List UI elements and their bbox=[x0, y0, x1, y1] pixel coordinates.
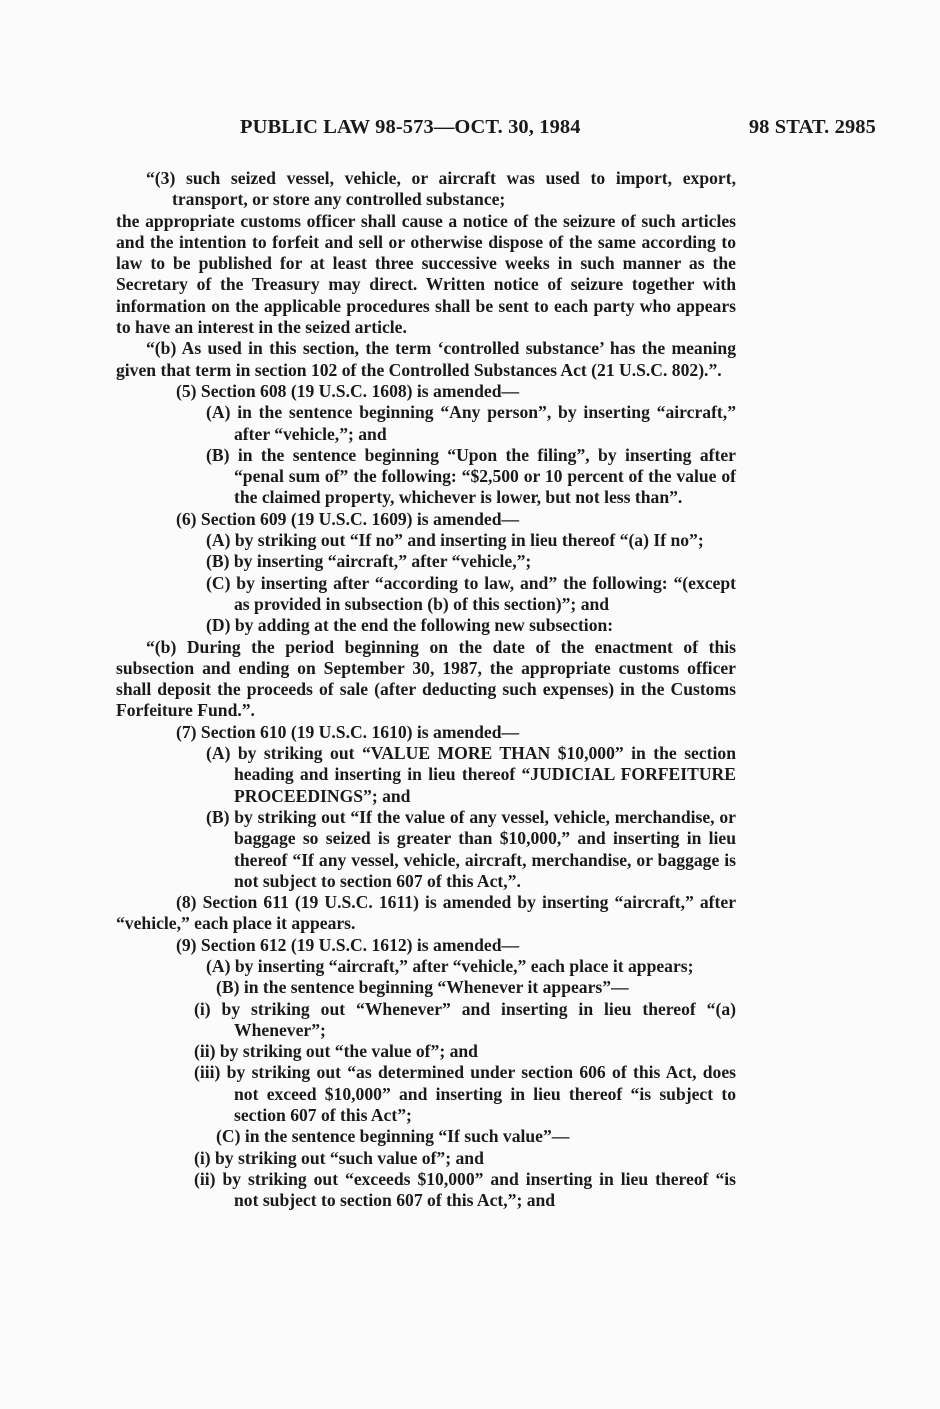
paragraph-6d: (D) by adding at the end the following new subsection: bbox=[206, 615, 614, 636]
paragraph-8-section-611: (8) Section 611 (19 U.S.C. 1611) is amended by inserting “aircraft,” after “vehicle,” each place it appears. bbox=[116, 892, 736, 934]
paragraph-5a: (A) in the sentence beginning “Any person”, by inserting “aircraft,” after “vehicle,”; and bbox=[206, 402, 736, 444]
statute-body bbox=[116, 168, 736, 1212]
running-title: PUBLIC LAW 98-573—OCT. 30, 1984 bbox=[240, 116, 581, 138]
paragraph-new-subsection-b: “(b) During the period beginning on the date of the enactment of this subsection and ending on September 30, 1987, the appropriate customs officer shall deposit the proceeds of sale (after deducting such expenses) in the Customs Forfeiture Fund.”. bbox=[116, 636, 736, 721]
paragraph-7b: (B) by striking out “If the value of any vessel, vehicle, merchandise, or baggage so seized is greater than $10,000,” and inserting in lieu thereof “If any vessel, vehicle, aircraft, merchandise, or baggage is not subject to section 607 of this Act,”. bbox=[206, 806, 736, 891]
paragraph-9c-i: (i) by striking out “such value of”; and bbox=[194, 1147, 484, 1168]
paragraph-5b: (B) in the sentence beginning “Upon the filing”, by inserting after “penal sum of” the following: “$2,500 or 10 percent of the value of the claimed property, whichever is lower, but not less than”. bbox=[206, 444, 736, 508]
paragraph-6b: (B) by inserting “aircraft,” after “vehicle,”; bbox=[206, 551, 532, 572]
paragraph-b-definition: “(b) As used in this section, the term ‘controlled substance’ has the meaning given that term in section 102 of the Controlled Substances Act (21 U.S.C. 802).”. bbox=[116, 338, 736, 380]
paragraph-notice-of-seizure: the appropriate customs officer shall cause a notice of the seizure of such articles and the intention to forfeit and sell or otherwise dispose of the same according to law to be published for at least three successive weeks in such manner as the Secretary of the Treasury may direct. Written notice of seizure together with information on the applicable procedures shall be sent to each party who appears to have an interest in the seized article. bbox=[116, 210, 736, 338]
paragraph-7a: (A) by striking out “VALUE MORE THAN $10,000” in the section heading and inserting in lieu thereof “JUDICIAL FORFEITURE PROCEEDINGS”; and bbox=[206, 743, 736, 806]
paragraph-6c: (C) by inserting after “according to law, and” the following: “(except as provided in subsection (b) of this section)”; and bbox=[206, 572, 736, 614]
paragraph-9b-iii: (iii) by striking out “as determined under section 606 of this Act, does not exceed $10,000” and inserting in lieu thereof “is subject to section 607 of this Act”; bbox=[194, 1062, 736, 1126]
paragraph-9-section-612: (9) Section 612 (19 U.S.C. 1612) is amended— bbox=[176, 934, 520, 955]
paragraph-6-section-609: (6) Section 609 (19 U.S.C. 1609) is amended— bbox=[176, 508, 520, 529]
paragraph-7-section-610: (7) Section 610 (19 U.S.C. 1610) is amended— bbox=[176, 721, 520, 742]
paragraph-6a: (A) by striking out “If no” and inserting in lieu thereof “(a) If no”; bbox=[206, 530, 704, 551]
paragraph-5-section-608: (5) Section 608 (19 U.S.C. 1608) is amended— bbox=[176, 380, 520, 401]
paragraph-9c: (C) in the sentence beginning “If such value”— bbox=[216, 1126, 570, 1147]
paragraph-9a: (A) by inserting “aircraft,” after “vehicle,” each place it appears; bbox=[206, 955, 694, 976]
statute-reference: 98 STAT. 2985 bbox=[748, 116, 876, 138]
paragraph-3-controlled-substance: “(3) such seized vessel, vehicle, or aircraft was used to import, export, transport, or store any controlled substance; bbox=[146, 168, 736, 210]
paragraph-9b: (B) in the sentence beginning “Whenever it appears”— bbox=[216, 977, 629, 998]
paragraph-9b-i: (i) by striking out “Whenever” and inserting in lieu thereof “(a) Whenever”; bbox=[194, 998, 736, 1040]
paragraph-9c-ii: (ii) by striking out “exceeds $10,000” and inserting in lieu thereof “is not subject to section 607 of this Act,”; and bbox=[194, 1168, 736, 1211]
paragraph-9b-ii: (ii) by striking out “the value of”; and bbox=[194, 1041, 478, 1062]
